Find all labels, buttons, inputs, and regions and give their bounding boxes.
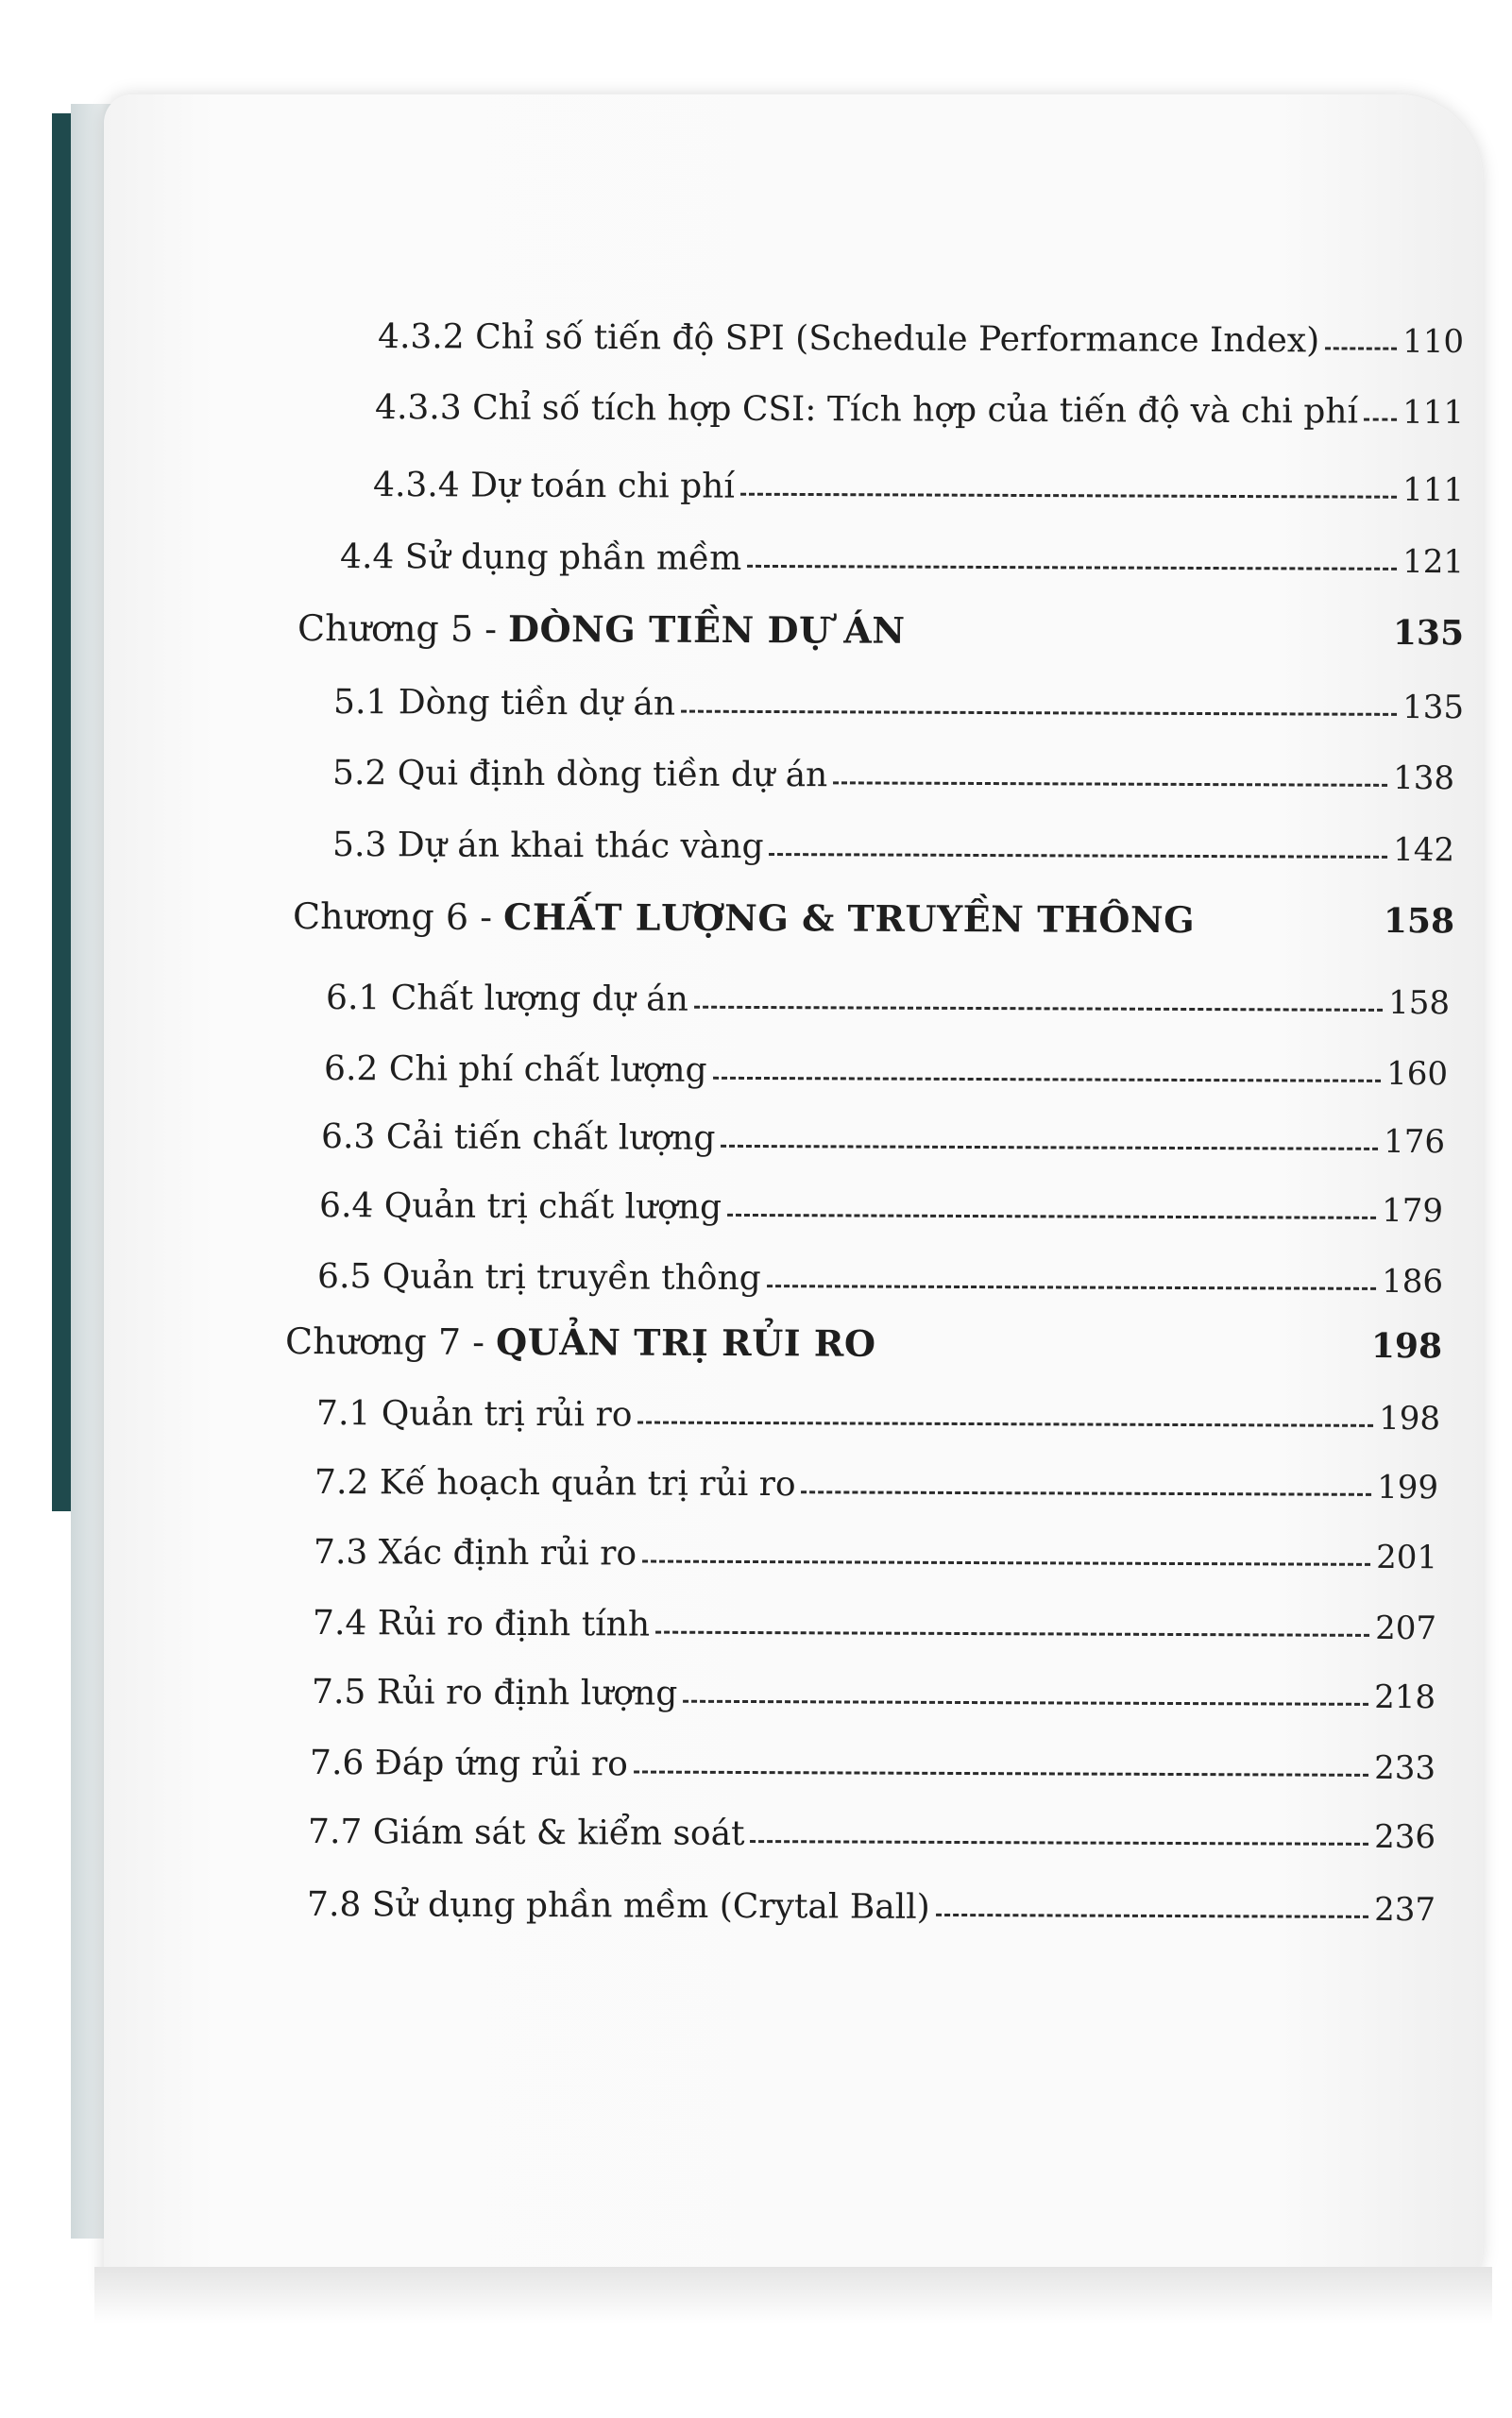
toc-entry-page: 201 [1376,1538,1438,1577]
toc-entry [317,1256,1443,1303]
toc-entry-page: 135 [1402,688,1465,727]
toc-entry-label: 7.7 Giám sát & kiểm soát [308,1813,745,1854]
toc-entry-label: 4.3.3 Chỉ số tích hợp CSI: Tích hợp của tiến độ và chi phí [375,388,1359,432]
toc-entry [324,1048,1448,1095]
toc-entry [312,1672,1436,1718]
toc-entry-page: 218 [1374,1677,1436,1717]
toc-entry-label: 7.1 Quản trị rủi ro [316,1394,633,1435]
toc-entry-label: 6.3 Cải tiến chất lượng [321,1117,716,1158]
toc-entry-page: 236 [1374,1817,1436,1857]
chapter-title: QUẢN TRỊ RỦI RO [495,1320,876,1365]
toc-entry [340,536,1464,583]
toc-entry-label: 7.2 Kế hoạch quản trị rủi ro [314,1463,796,1505]
leader-dots [802,1490,1372,1496]
toc-entry [373,465,1464,511]
leader-dots [694,1006,1383,1012]
toc-entry-page: 207 [1375,1609,1437,1648]
toc-entry-label: 6.1 Chất lượng dự án [326,979,688,1019]
toc-entry [310,1743,1436,1789]
toc-entry [308,1812,1436,1858]
leader-dots [681,710,1397,716]
toc-entry [316,1393,1440,1439]
leader-dots [747,565,1397,570]
leader-dots [833,781,1387,787]
toc-entry-page: 179 [1382,1191,1444,1231]
leader-dots [740,493,1397,499]
toc-entry-page: 121 [1402,542,1465,582]
toc-entry [314,1532,1437,1578]
toc-chapter-page: 158 [1383,901,1455,942]
toc-chapter-page: 135 [1392,613,1465,654]
toc-chapter [297,607,1464,654]
toc-chapter [293,895,1454,942]
leader-dots [1364,418,1397,421]
toc-entry-label: 7.5 Rủi ro định lượng [312,1673,678,1713]
toc-entry [378,316,1464,363]
toc-entry-label: 7.6 Đáp ứng rủi ro [310,1744,628,1784]
toc-chapter-heading [293,895,1195,941]
chapter-prefix: Chương 5 - [297,607,509,650]
toc-entry-page: 237 [1374,1890,1436,1930]
toc-entry [332,825,1454,871]
chapter-prefix: Chương 6 - [293,895,504,938]
toc-entry-label: 6.2 Chi phí chất lượng [324,1049,707,1090]
leader-dots [751,1840,1369,1846]
toc-entry-page: 176 [1384,1122,1446,1162]
leader-dots [727,1214,1376,1219]
leader-dots [713,1077,1382,1082]
toc-entry [321,1116,1445,1163]
toc-entry-page: 110 [1402,322,1465,362]
leader-dots [770,853,1388,859]
toc-entry-label: 7.3 Xác định rủi ro [314,1533,637,1574]
toc-entry [332,753,1454,799]
toc-entry-label: 5.1 Dòng tiền dự án [333,683,676,724]
chapter-prefix: Chương 7 - [285,1320,497,1363]
toc-entry [326,978,1450,1024]
chapter-title: CHẤT LƯỢNG & TRUYỀN THÔNG [502,894,1196,942]
toc-entry-label: 7.4 Rủi ro định tính [313,1604,651,1644]
leader-dots [721,1145,1378,1150]
toc-entry [319,1185,1443,1232]
toc-entry-page: 199 [1377,1468,1439,1507]
toc-entry-page: 198 [1379,1399,1441,1439]
leader-dots [683,1700,1368,1706]
toc-entry [375,387,1464,434]
toc-chapter-heading [297,607,906,652]
toc-entry-page: 142 [1393,830,1455,870]
leader-dots [642,1560,1370,1566]
toc-entry-label: 7.8 Sử dụng phần mềm (Crytal Ball) [307,1885,930,1927]
toc-entry-page: 158 [1388,983,1451,1023]
toc-entry [313,1603,1436,1649]
toc-entry-page: 160 [1386,1054,1449,1094]
chapter-title: DÒNG TIỀN DỰ ÁN [507,606,906,652]
toc-entry [314,1462,1438,1508]
toc-entry [333,682,1464,728]
toc-entry-page: 138 [1393,758,1455,798]
toc-entry-page: 111 [1402,393,1465,433]
toc-chapter-heading [285,1320,876,1365]
toc-entry [307,1884,1436,1931]
leader-dots [637,1421,1373,1426]
leader-dots [1325,347,1397,349]
leader-dots [655,1631,1369,1637]
toc-entry-page: 186 [1382,1262,1444,1302]
toc-entry-label: 5.3 Dự án khai thác vàng [332,826,764,866]
toc-entry-label: 6.5 Quản trị truyền thông [317,1257,761,1299]
leader-dots [767,1285,1376,1290]
toc-chapter-page: 198 [1370,1326,1443,1367]
leader-dots [936,1914,1368,1918]
toc-entry-label: 4.4 Sử dụng phần mềm [340,537,742,578]
toc-entry-page: 233 [1374,1748,1436,1788]
toc-entry-label: 4.3.2 Chỉ số tiến độ SPI (Schedule Performance Index) [378,317,1320,361]
leader-dots [634,1770,1368,1776]
toc-entry-label: 6.4 Quản trị chất lượng [319,1186,722,1227]
toc-entry-page: 111 [1402,470,1465,510]
toc-entry-label: 4.3.4 Dự toán chi phí [373,466,736,506]
toc-chapter [285,1320,1442,1367]
toc-entry-label: 5.2 Qui định dòng tiền dự án [332,754,828,795]
